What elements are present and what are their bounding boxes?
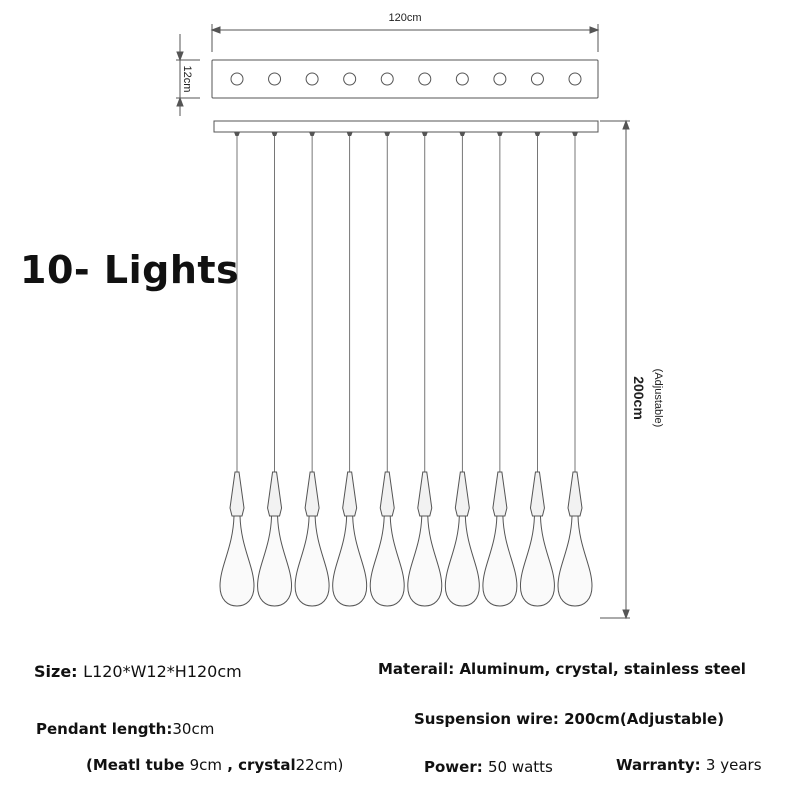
metal-tube [568, 472, 582, 516]
pendant-light [370, 132, 404, 606]
pendant-light [483, 132, 517, 606]
canopy-hole [456, 73, 468, 85]
height-label: 200cm [631, 376, 647, 420]
pendant-light [445, 132, 479, 606]
metal-tube [455, 472, 469, 516]
spec-wire [414, 710, 724, 728]
crystal-drop [558, 516, 592, 606]
canopy-hole [269, 73, 281, 85]
height-note: (Adjustable) [652, 368, 664, 428]
spec-warranty [616, 756, 762, 774]
spec-material-label: Materail: [378, 660, 455, 678]
arrow-down-icon [177, 52, 183, 60]
crystal-drop [370, 516, 404, 606]
metal-tube [418, 472, 432, 516]
spec-warranty-label: Warranty: [616, 756, 701, 774]
spec-power-label: Power: [424, 758, 483, 776]
metal-tube [380, 472, 394, 516]
spec-tube [86, 756, 343, 774]
spec-wire-value: 200cm(Adjustable) [564, 710, 725, 728]
canopy-hole [569, 73, 581, 85]
metal-tube [268, 472, 282, 516]
top-view [176, 24, 598, 116]
pendant-light [558, 132, 592, 606]
canopy-hole [531, 73, 543, 85]
spec-crystal-value: 22cm) [295, 756, 344, 774]
spec-size-label: Size: [34, 662, 78, 681]
canopy-top-view [212, 60, 598, 98]
wire-mount [534, 132, 540, 136]
spec-power [424, 758, 553, 776]
wire-mount [497, 132, 503, 136]
metal-tube [343, 472, 357, 516]
crystal-drop [258, 516, 292, 606]
metal-tube [530, 472, 544, 516]
canopy-side-view [214, 121, 598, 132]
wire-mount [384, 132, 390, 136]
arrow-up-icon [623, 121, 629, 129]
spec-material-value: Aluminum, crystal, stainless steel [459, 660, 746, 678]
canopy-hole [381, 73, 393, 85]
pendant-light [295, 132, 329, 606]
wire-mount [272, 132, 278, 136]
arrow-left-icon [212, 27, 220, 33]
length-label: 120cm [388, 12, 422, 24]
crystal-drop [295, 516, 329, 606]
wire-mount [572, 132, 578, 136]
arrow-up-icon [177, 98, 183, 106]
metal-tube [493, 472, 507, 516]
wire-mount [347, 132, 353, 136]
spec-tube-value: 9cm [189, 756, 223, 774]
arrow-right-icon [590, 27, 598, 33]
spec-size-value: L120*W12*H120cm [83, 662, 242, 681]
spec-wire-label: Suspension wire: [414, 710, 559, 728]
spec-size [34, 662, 242, 681]
crystal-drop [445, 516, 479, 606]
crystal-drop [520, 516, 554, 606]
crystal-drop [408, 516, 442, 606]
pendant-light [333, 132, 367, 606]
spec-warranty-value: 3 years [705, 756, 762, 774]
crystal-drop [220, 516, 254, 606]
side-view [214, 121, 630, 618]
wire-mount [422, 132, 428, 136]
spec-pendant [36, 720, 214, 738]
spec-power-value: 50 watts [487, 758, 553, 776]
spec-material [378, 660, 746, 678]
canopy-hole [231, 73, 243, 85]
spec-tube-label: (Meatl tube [86, 756, 185, 774]
wire-mount [234, 132, 240, 136]
pendant-light [258, 132, 292, 606]
spec-crystal-label: , crystal [227, 756, 296, 774]
wire-mount [459, 132, 465, 136]
canopy-hole [306, 73, 318, 85]
width-label: 12cm [181, 65, 193, 93]
canopy-holes [231, 73, 581, 85]
wire-mount [309, 132, 315, 136]
arrow-down-icon [623, 610, 629, 618]
crystal-drop [333, 516, 367, 606]
lights-count-headline: 10- Lights [20, 248, 240, 292]
canopy-hole [494, 73, 506, 85]
canopy-hole [344, 73, 356, 85]
metal-tube [230, 472, 244, 516]
crystal-drop [483, 516, 517, 606]
pendant-light [220, 132, 254, 606]
pendant-light [408, 132, 442, 606]
canopy-hole [419, 73, 431, 85]
pendant-light [520, 132, 554, 606]
pendants [220, 132, 592, 606]
spec-pendant-value: 30cm [172, 720, 215, 738]
metal-tube [305, 472, 319, 516]
spec-pendant-label: Pendant length: [36, 720, 173, 738]
